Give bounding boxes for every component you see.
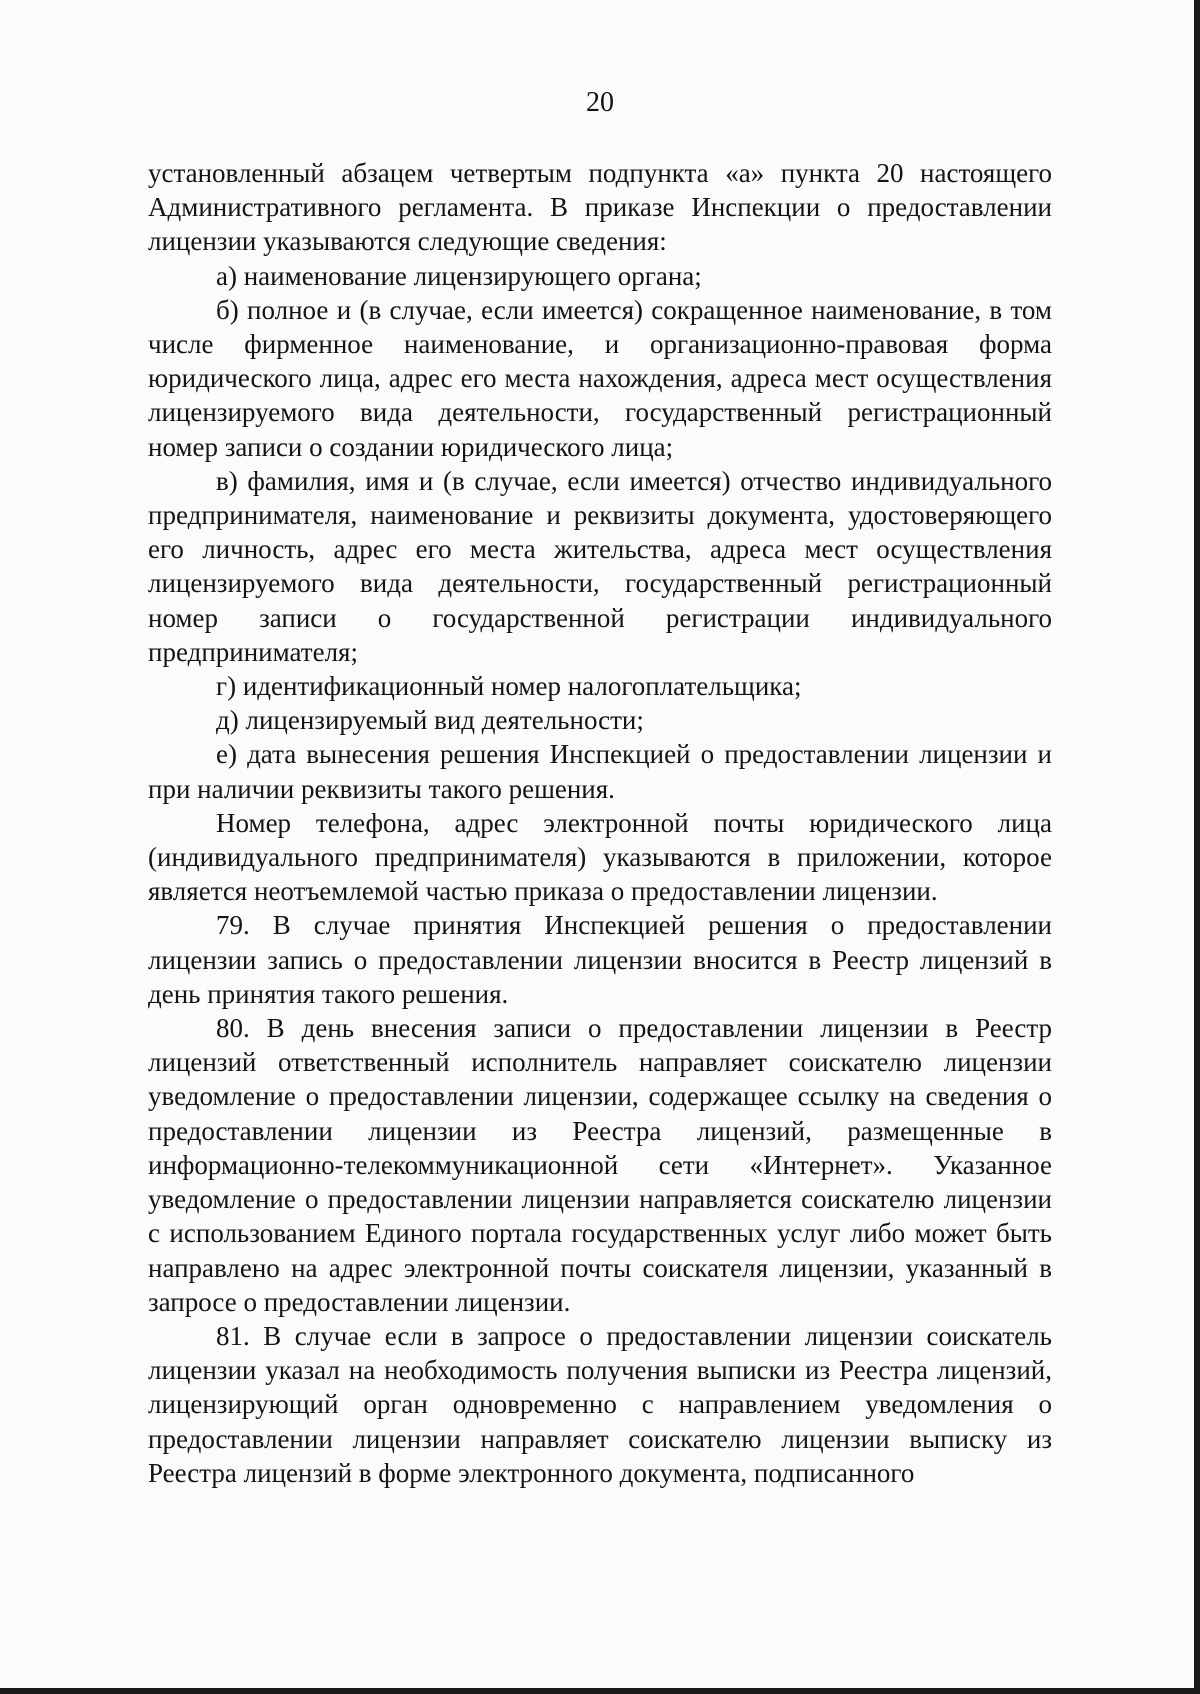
paragraph-item-80: 80. В день внесения записи о предоставлении лицензии в Реестр лицензий ответственный исполнитель направляет соискателю лицензии уведомление о предоставлении лицензии, содержащее ссылку на сведения о предоставлении лицензии из Реестра лицензий, размещенные в информационно-телекоммуникационной сети «Интернет». Указанное уведомление о предоставлении лицензии направляется соискателю лицензии с использованием Единого портала государственных услуг либо может быть направлено на адрес электронной почты соискателя лицензии, указанный в запросе о предоставлении лицензии. <box>148 1013 1052 1317</box>
list-item-v: в) фамилия, имя и (в случае, если имеется) отчество индивидуального предпринимателя, наименование и реквизиты документа, удостоверяющего его личность, адрес его места жительства, адреса мест осуществления лицензируемого вида деятельности, государственный регистрационный номер записи о государственной регистрации индивидуального предпринимателя; <box>148 465 1052 667</box>
paragraph-continuation: установленный абзацем четвертым подпункта «а» пункта 20 настоящего Административного регламента. В приказе Инспекции о предоставлении лицензии указываются следующие сведения: <box>148 158 1052 257</box>
list-item-g: г) идентификационный номер налогоплательщика; <box>216 671 802 702</box>
scan-edge-right <box>1194 0 1200 1694</box>
page-number: 20 <box>586 87 614 118</box>
list-item-b: б) полное и (в случае, если имеется) сокращенное наименование, в том числе фирменное наименование, и организационно-правовая форма юридического лица, адрес его места нахождения, адреса мест осуществления лицензируемого вида деятельности, государственный регистрационный номер записи о создании юридического лица; <box>148 294 1052 462</box>
list-item-d: д) лицензируемый вид деятельности; <box>216 705 644 736</box>
paragraph-item-81: 81. В случае если в запросе о предоставлении лицензии соискатель лицензии указал на необходимость получения выписки из Реестра лицензий, лицензирующий орган одновременно с направлением уведомления о предоставлении лицензии направляет соискателю лицензии выписку из Реестра лицензий в форме электронного документа, подписанного <box>148 1320 1052 1488</box>
paragraph-item-79: 79. В случае принятия Инспекцией решения о предоставлении лицензии запись о предоставлении лицензии вносится в Реестр лицензий в день принятия такого решения. <box>148 910 1052 1009</box>
list-item-a: а) наименование лицензирующего органа; <box>216 260 702 291</box>
list-item-e: е) дата вынесения решения Инспекцией о предоставлении лицензии и при наличии реквизиты такого решения. <box>148 739 1052 804</box>
scan-edge-bottom <box>0 1688 1200 1694</box>
paragraph-contact-info: Номер телефона, адрес электронной почты юридического лица (индивидуального предпринимателя) указываются в приложении, которое является неотъемлемой частью приказа о предоставлении лицензии. <box>148 807 1052 907</box>
document-body <box>148 156 1052 1490</box>
